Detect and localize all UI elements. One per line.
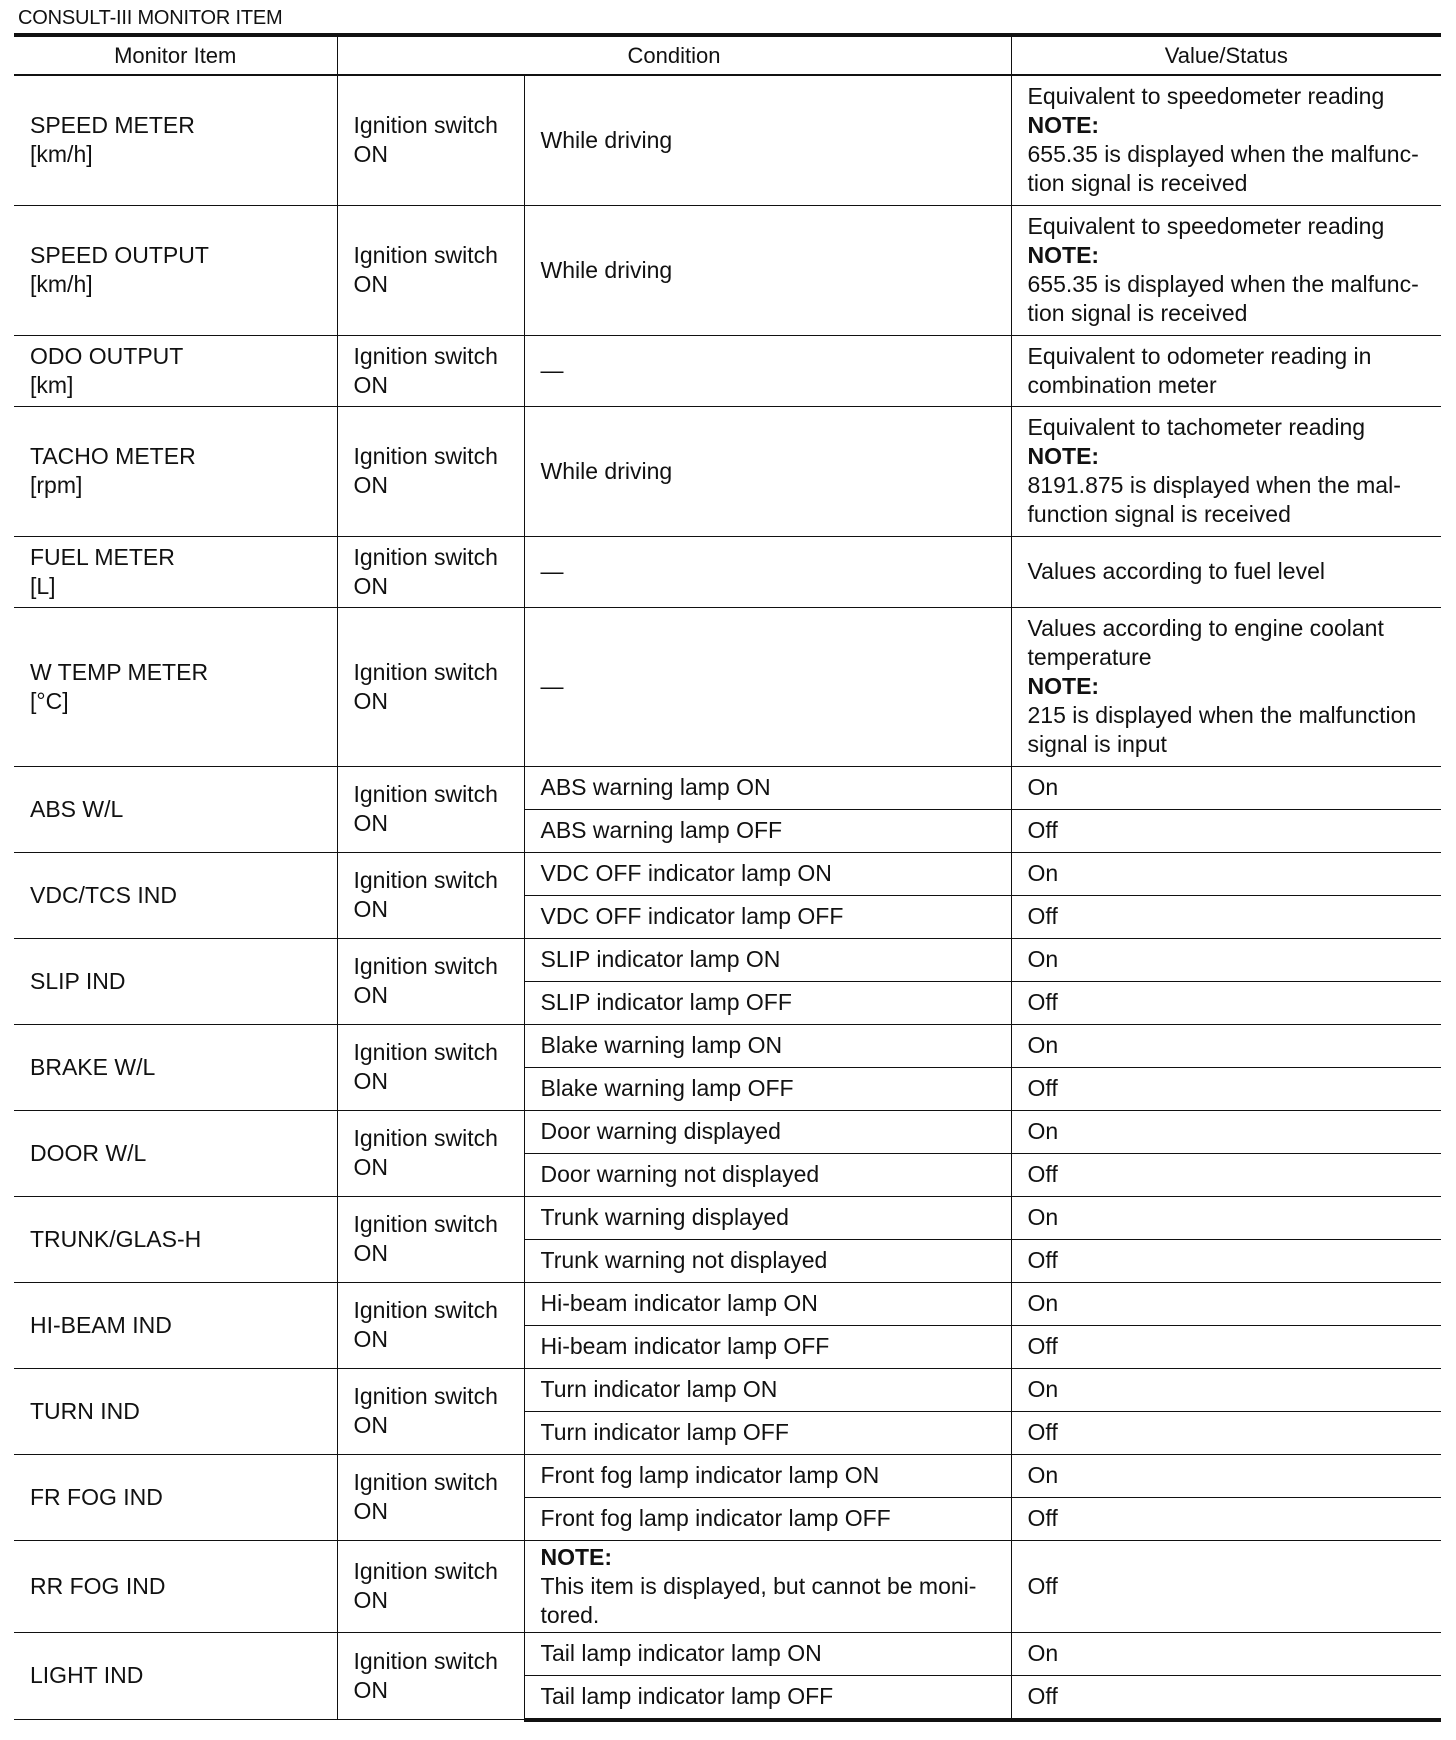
ignition-condition-cell [337, 75, 524, 205]
ignition-state: ON [353, 1498, 388, 1524]
condition-cell [524, 1282, 1011, 1325]
table-row [14, 1282, 1441, 1325]
ignition-label: Ignition switch [353, 242, 498, 268]
condition-cell [524, 1632, 1011, 1675]
condition-cell [524, 607, 1011, 766]
value-status-cell [1011, 766, 1441, 809]
monitor-item-cell [14, 205, 337, 335]
condition-text: — [540, 357, 564, 383]
condition-text: While driving [540, 457, 673, 484]
table-row [14, 1454, 1441, 1497]
condition-cell [524, 1110, 1011, 1153]
monitor-item-cell [14, 1368, 337, 1454]
value-status-cell [1011, 1153, 1441, 1196]
monitor-item-cell [14, 1196, 337, 1282]
note-text: function signal is received [1027, 501, 1291, 527]
monitor-item-unit: [°C] [30, 687, 69, 714]
condition-text: Hi-beam indicator lamp ON [540, 1290, 818, 1316]
condition-text: ABS warning lamp ON [540, 774, 771, 800]
note-label: NOTE: [540, 1543, 613, 1570]
ignition-condition-cell [337, 1024, 524, 1110]
condition-cell [524, 766, 1011, 809]
note-text: 655.35 is displayed when the malfunc- [1027, 271, 1419, 297]
note-text: 215 is displayed when the malfunction [1027, 702, 1417, 728]
condition-cell [524, 1411, 1011, 1454]
header-value-status: Value/Status [1011, 35, 1441, 75]
value-status-cell [1011, 1540, 1441, 1632]
note-label: NOTE: [1027, 242, 1100, 268]
status-value: Off [1027, 1333, 1058, 1359]
table-row [14, 1540, 1441, 1632]
value-status-cell [1011, 938, 1441, 981]
status-value: On [1027, 1290, 1059, 1316]
table-body [14, 75, 1441, 1720]
value-status-cell [1011, 1368, 1441, 1411]
ignition-label: Ignition switch [353, 1125, 498, 1151]
status-value: On [1027, 1462, 1059, 1488]
ignition-condition-cell [337, 1632, 524, 1720]
ignition-state: ON [353, 572, 388, 599]
ignition-condition-cell [337, 852, 524, 938]
condition-cell [524, 1454, 1011, 1497]
ignition-condition-cell [337, 938, 524, 1024]
condition-text: Front fog lamp indicator lamp ON [540, 1462, 880, 1488]
table-row [14, 1368, 1441, 1411]
monitor-item-name: HI-BEAM IND [30, 1311, 172, 1338]
ignition-label: Ignition switch [353, 1469, 498, 1495]
value-text: Equivalent to speedometer reading [1027, 213, 1385, 239]
ignition-label: Ignition switch [353, 781, 498, 807]
table-row [14, 75, 1441, 205]
table-row [14, 1632, 1441, 1675]
condition-text: While driving [540, 126, 673, 153]
value-text: Equivalent to odometer reading in [1027, 342, 1372, 369]
status-value: On [1027, 946, 1059, 972]
monitor-item-cell [14, 1632, 337, 1720]
condition-text: While driving [540, 256, 673, 283]
monitor-item-unit: [rpm] [30, 472, 83, 498]
condition-text: Hi-beam indicator lamp OFF [540, 1333, 830, 1359]
table-header-row [14, 35, 1441, 75]
ignition-label: Ignition switch [353, 1647, 498, 1674]
table-row [14, 607, 1441, 766]
value-status-cell [1011, 1196, 1441, 1239]
ignition-state: ON [353, 1068, 388, 1094]
ignition-state: ON [353, 1676, 388, 1703]
ignition-label: Ignition switch [353, 543, 498, 570]
status-value: Off [1027, 1161, 1058, 1187]
value-status-cell [1011, 1325, 1441, 1368]
monitor-item-name: BRAKE W/L [30, 1053, 156, 1080]
condition-cell [524, 335, 1011, 406]
monitor-item-name: TRUNK/GLAS-H [30, 1225, 202, 1252]
status-value: On [1027, 1376, 1059, 1402]
ignition-condition-cell [337, 1368, 524, 1454]
header-condition: Condition [337, 35, 1011, 75]
condition-cell [524, 1196, 1011, 1239]
monitor-item-name: DOOR W/L [30, 1139, 147, 1166]
status-value: On [1027, 1204, 1059, 1230]
ignition-state: ON [353, 1240, 388, 1266]
monitor-item-unit: [km] [30, 371, 74, 398]
monitor-item-cell [14, 1024, 337, 1110]
value-status-cell [1011, 809, 1441, 852]
ignition-condition-cell [337, 536, 524, 607]
table-row [14, 766, 1441, 809]
ignition-state: ON [353, 687, 388, 714]
condition-cell [524, 1675, 1011, 1720]
value-text: temperature [1027, 644, 1152, 670]
monitor-item-unit: [km/h] [30, 271, 93, 297]
note-text: This item is displayed, but cannot be moni- [540, 1572, 977, 1599]
monitor-item-cell [14, 1282, 337, 1368]
monitor-item-cell [14, 1454, 337, 1540]
monitor-item-cell [14, 766, 337, 852]
condition-text: Tail lamp indicator lamp OFF [540, 1683, 834, 1709]
value-status-cell [1011, 1454, 1441, 1497]
monitor-item-cell [14, 852, 337, 938]
monitor-item-cell [14, 536, 337, 607]
monitor-item-cell [14, 1110, 337, 1196]
condition-text: Trunk warning displayed [540, 1204, 789, 1230]
note-text: 655.35 is displayed when the malfunc- [1027, 141, 1419, 168]
condition-cell [524, 981, 1011, 1024]
ignition-condition-cell [337, 1540, 524, 1632]
condition-text: Front fog lamp indicator lamp OFF [540, 1505, 891, 1531]
monitor-item-name: FR FOG IND [30, 1483, 163, 1510]
monitor-item-name: TURN IND [30, 1397, 140, 1424]
value-text: Values according to engine coolant [1027, 615, 1384, 641]
monitor-item-cell [14, 938, 337, 1024]
ignition-state: ON [353, 1326, 388, 1352]
monitor-item-cell [14, 335, 337, 406]
monitor-item-unit: [L] [30, 572, 56, 599]
condition-text: VDC OFF indicator lamp OFF [540, 903, 844, 929]
ignition-state: ON [353, 1412, 388, 1438]
monitor-item-name: ODO OUTPUT [30, 342, 184, 369]
ignition-state: ON [353, 810, 388, 836]
value-status-cell [1011, 205, 1441, 335]
ignition-condition-cell [337, 335, 524, 406]
note-text: tion signal is received [1027, 170, 1248, 197]
condition-cell [524, 938, 1011, 981]
ignition-label: Ignition switch [353, 658, 498, 685]
header-monitor-item: Monitor Item [14, 35, 337, 75]
table-row [14, 938, 1441, 981]
value-text: combination meter [1027, 371, 1217, 398]
status-value: Off [1027, 989, 1058, 1015]
condition-cell [524, 852, 1011, 895]
condition-cell [524, 75, 1011, 205]
status-value: Off [1027, 1683, 1058, 1709]
table-row [14, 536, 1441, 607]
ignition-state: ON [353, 1587, 388, 1613]
monitor-item-name: TACHO METER [30, 443, 196, 469]
value-status-cell [1011, 1024, 1441, 1067]
monitor-item-cell [14, 406, 337, 536]
monitor-item-cell [14, 75, 337, 205]
status-value: Off [1027, 817, 1058, 843]
value-text: Values according to fuel level [1027, 558, 1325, 584]
value-status-cell [1011, 1497, 1441, 1540]
condition-cell [524, 1325, 1011, 1368]
value-status-cell [1011, 406, 1441, 536]
value-status-cell [1011, 75, 1441, 205]
condition-cell [524, 205, 1011, 335]
value-status-cell [1011, 1632, 1441, 1675]
status-value: On [1027, 860, 1059, 886]
monitor-item-unit: [km/h] [30, 141, 93, 168]
ignition-condition-cell [337, 205, 524, 335]
condition-text: Door warning not displayed [540, 1161, 820, 1187]
ignition-condition-cell [337, 607, 524, 766]
ignition-state: ON [353, 472, 388, 498]
note-text: tored. [540, 1601, 600, 1628]
condition-text: Blake warning lamp OFF [540, 1075, 794, 1101]
status-value: On [1027, 1118, 1059, 1144]
value-status-cell [1011, 1239, 1441, 1282]
status-value: On [1027, 774, 1059, 800]
note-text: signal is input [1027, 731, 1167, 757]
condition-text: VDC OFF indicator lamp ON [540, 860, 832, 886]
status-value: Off [1027, 1419, 1058, 1445]
value-status-cell [1011, 1067, 1441, 1110]
ignition-label: Ignition switch [353, 1558, 498, 1584]
ignition-state: ON [353, 982, 388, 1008]
condition-text: SLIP indicator lamp ON [540, 946, 781, 972]
condition-cell [524, 1239, 1011, 1282]
monitor-item-name: VDC/TCS IND [30, 881, 177, 908]
condition-text: SLIP indicator lamp OFF [540, 989, 792, 1015]
value-text: Equivalent to tachometer reading [1027, 414, 1366, 440]
monitor-item-name: SPEED OUTPUT [30, 242, 209, 268]
ignition-condition-cell [337, 1110, 524, 1196]
monitor-item-name: FUEL METER [30, 543, 175, 570]
note-text: 8191.875 is displayed when the mal- [1027, 472, 1401, 498]
value-text: Equivalent to speedometer reading [1027, 83, 1385, 110]
ignition-label: Ignition switch [353, 1297, 498, 1323]
condition-text: Trunk warning not displayed [540, 1247, 828, 1273]
value-status-cell [1011, 852, 1441, 895]
ignition-state: ON [353, 896, 388, 922]
condition-text: Tail lamp indicator lamp ON [540, 1640, 822, 1666]
condition-text: ABS warning lamp OFF [540, 817, 783, 843]
condition-text: Turn indicator lamp OFF [540, 1419, 789, 1445]
condition-cell [524, 1067, 1011, 1110]
table-row [14, 852, 1441, 895]
monitor-item-cell [14, 1540, 337, 1632]
value-status-cell [1011, 981, 1441, 1024]
note-label: NOTE: [1027, 112, 1100, 139]
status-value: Off [1027, 1247, 1058, 1273]
ignition-label: Ignition switch [353, 1039, 498, 1065]
monitor-item-name: LIGHT IND [30, 1662, 144, 1689]
ignition-state: ON [353, 371, 388, 398]
status-value: Off [1027, 1505, 1058, 1531]
monitor-item-table [14, 33, 1441, 1722]
table-row [14, 335, 1441, 406]
ignition-condition-cell [337, 1196, 524, 1282]
monitor-item-cell [14, 607, 337, 766]
monitor-item-name: ABS W/L [30, 795, 124, 822]
ignition-condition-cell [337, 406, 524, 536]
ignition-label: Ignition switch [353, 112, 498, 139]
table-row [14, 1110, 1441, 1153]
condition-text: — [540, 558, 564, 584]
document-title: CONSULT-III MONITOR ITEM [18, 7, 283, 29]
value-status-cell [1011, 1282, 1441, 1325]
ignition-label: Ignition switch [353, 867, 498, 893]
table-row [14, 406, 1441, 536]
table-row [14, 1196, 1441, 1239]
table-row [14, 205, 1441, 335]
ignition-label: Ignition switch [353, 1211, 498, 1237]
condition-cell [524, 1497, 1011, 1540]
note-label: NOTE: [1027, 443, 1100, 469]
monitor-item-name: SLIP IND [30, 967, 126, 994]
condition-text: Turn indicator lamp ON [540, 1376, 778, 1402]
condition-text: Door warning displayed [540, 1118, 781, 1144]
ignition-state: ON [353, 271, 388, 297]
condition-cell [524, 809, 1011, 852]
value-status-cell [1011, 607, 1441, 766]
monitor-item-name: RR FOG IND [30, 1572, 166, 1599]
status-value: Off [1027, 903, 1058, 929]
value-status-cell [1011, 1675, 1441, 1720]
monitor-item-name: SPEED METER [30, 112, 195, 139]
status-value: On [1027, 1640, 1059, 1666]
ignition-state: ON [353, 141, 388, 168]
status-value: On [1027, 1032, 1059, 1058]
ignition-label: Ignition switch [353, 342, 498, 369]
value-status-cell [1011, 536, 1441, 607]
note-label: NOTE: [1027, 673, 1100, 699]
ignition-label: Ignition switch [353, 1383, 498, 1409]
ignition-condition-cell [337, 1454, 524, 1540]
condition-cell [524, 1153, 1011, 1196]
status-value: Off [1027, 1075, 1058, 1101]
ignition-state: ON [353, 1154, 388, 1180]
condition-cell [524, 1368, 1011, 1411]
ignition-condition-cell [337, 766, 524, 852]
ignition-condition-cell [337, 1282, 524, 1368]
condition-cell [524, 1024, 1011, 1067]
value-status-cell [1011, 1411, 1441, 1454]
table-row [14, 1024, 1441, 1067]
note-text: tion signal is received [1027, 300, 1248, 326]
value-status-cell [1011, 1110, 1441, 1153]
condition-text: Blake warning lamp ON [540, 1032, 783, 1058]
ignition-label: Ignition switch [353, 443, 498, 469]
condition-cell [524, 1540, 1011, 1632]
monitor-item-name: W TEMP METER [30, 658, 209, 685]
condition-cell [524, 895, 1011, 938]
condition-cell [524, 406, 1011, 536]
value-status-cell [1011, 335, 1441, 406]
value-status-cell [1011, 895, 1441, 938]
condition-text: — [540, 673, 564, 699]
status-value: Off [1027, 1572, 1058, 1599]
condition-cell [524, 536, 1011, 607]
ignition-label: Ignition switch [353, 953, 498, 979]
